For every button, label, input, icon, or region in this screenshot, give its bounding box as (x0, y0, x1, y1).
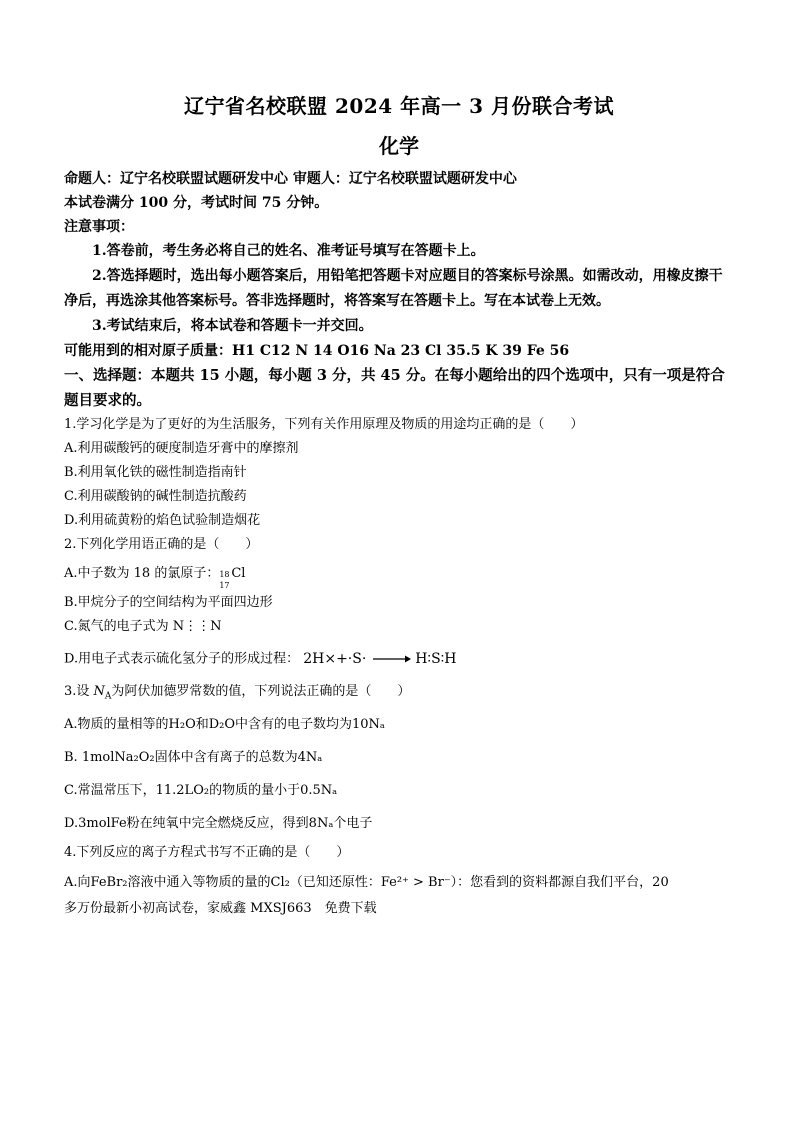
section-one-heading: 一、选择题：本题共 15 小题，每小题 3 分，共 45 分。在每小题给出的四个选项中，只有一项是符合题目要求的。 (64, 367, 725, 409)
question-1-stem: 1.学习化学是为了更好的为生活服务，下列有关作用原理及物质的用途均正确的是（ ） (64, 417, 584, 432)
question-2-option-a (64, 562, 734, 590)
question-4-option-a-line-1: A.向FeBr₂溶液中通入等物质的量的Cl₂（已知还原性：Fe²⁺ > Br⁻）：您看到的资料都源自我们平台，20 (64, 874, 669, 890)
question-2-option-d (64, 644, 734, 675)
question-3-option-c: C.常温常压下，11.2LO₂的物质的量小于0.5Nₐ (64, 782, 338, 798)
notice-item-2: 2.答选择题时，选出每小题答案后，用铅笔把答题卡对应题目的答案标号涂黑。如需改动，用橡皮擦干净后，再选涂其他答案标号。答非选择题时，将答案写在答题卡上。写在本试卷上无效。 (64, 268, 723, 309)
atomic-number: 17 (219, 580, 230, 590)
element-symbol: Cl (231, 566, 246, 581)
question-3-option-a: A.物质的量相等的H₂O和D₂O中含有的电子数均为10Nₐ (64, 716, 385, 732)
question-2-option-b: B.甲烷分子的空间结构为平面四边形 (64, 595, 273, 610)
formation-product: H∶S∶H (415, 651, 457, 667)
question-4-option-a-line-2: 多万份最新小初高试卷，家威鑫 MXSJ663 免费下载 (64, 900, 377, 916)
h2s-formation-diagram (303, 644, 456, 674)
authors-line: 命题人：辽宁名校联盟试题研发中心 审题人：辽宁名校联盟试题研发中心 (64, 171, 517, 187)
notice-item-3: 3.考试结束后，将本试卷和答题卡一并交回。 (92, 318, 373, 334)
question-1-option-a: A.利用碳酸钙的硬度制造牙膏中的摩擦剂 (64, 441, 299, 456)
exam-title: 辽宁省名校联盟 2024 年高一 3 月份联合考试 (184, 94, 614, 118)
exam-subject: 化学 (379, 134, 419, 158)
question-1-option-d: D.利用硫黄粉的焰色试验制造烟花 (64, 513, 261, 528)
notice-item-1: 1.答卷前，考生务必将自己的姓名、准考证号填写在答题卡上。 (92, 243, 485, 259)
question-3-option-b: B. 1molNa₂O₂固体中含有离子的总数为4Nₐ (64, 749, 323, 765)
score-time-line: 本试卷满分 100 分，考试时间 75 分钟。 (64, 195, 329, 211)
question-2-option-d-text: D.用电子式表示硫化氢分子的形成过程： (64, 651, 300, 667)
mass-number: 18 (219, 569, 230, 579)
avogadro-symbol: N (93, 683, 105, 699)
question-3-stem-post: 为阿伏加德罗常数的值，下列说法正确的是（ ） (111, 683, 411, 699)
question-2-option-c: C.氮气的电子式为 N⋮⋮N (64, 619, 222, 634)
formation-reactants: 2H×+·S· (303, 651, 367, 667)
question-2-option-a-text: A.中子数为 18 的氯原子： (64, 566, 220, 581)
notice-title: 注意事项： (64, 219, 134, 235)
question-1-option-b: B.利用氧化铁的磁性制造指南针 (64, 465, 247, 480)
question-1-option-c: C.利用碳酸钠的碱性制造抗酸药 (64, 489, 247, 504)
right-arrow-icon (371, 654, 411, 664)
question-3-stem (64, 680, 734, 704)
question-3-option-d: D.3molFe粉在纯氧中完全燃烧反应，得到8Nₐ个电子 (64, 815, 373, 831)
nuclide-notation (219, 565, 231, 590)
avogadro-subscript: A (104, 691, 112, 702)
question-2-stem: 2.下列化学用语正确的是（ ） (64, 537, 259, 552)
atomic-masses: 可能用到的相对原子质量：H1 C12 N 14 O16 Na 23 Cl 35.5 K 39 Fe 56 (64, 343, 570, 359)
question-4-stem: 4.下列反应的离子方程式书写不正确的是（ ） (64, 844, 350, 860)
exam-page (64, 90, 734, 922)
question-3-stem-pre: 3.设 (64, 683, 94, 699)
